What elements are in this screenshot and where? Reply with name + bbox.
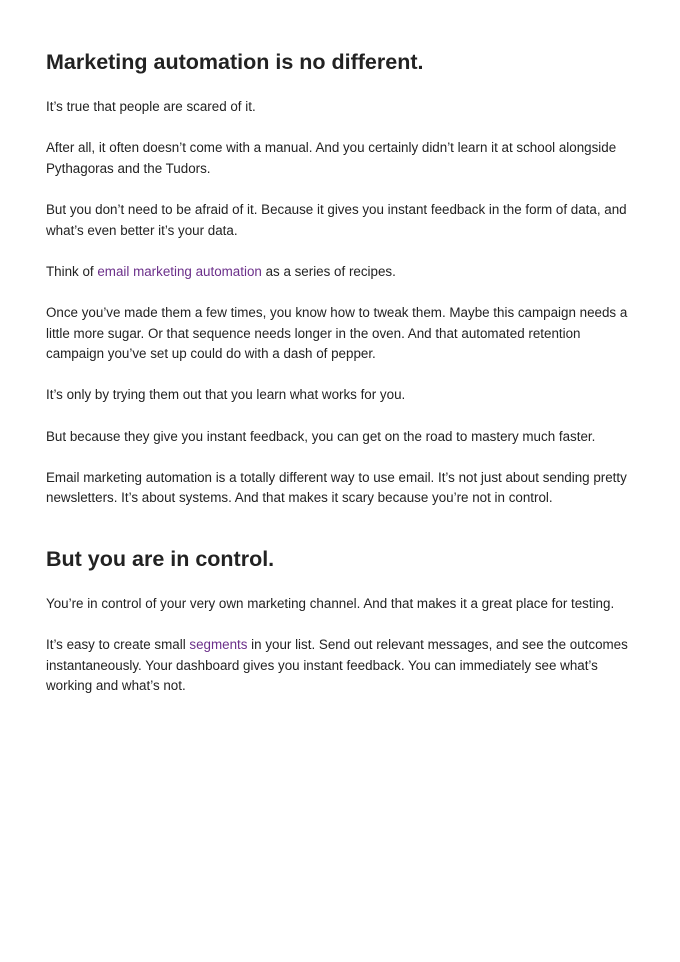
paragraph-scared: It’s true that people are scared of it. (46, 99, 256, 114)
paragraph-manual: After all, it often doesn’t come with a manual. And you certainly didn’t learn it at school alongside Pythagoras and the Tudors. (46, 140, 617, 176)
paragraph-mastery: But because they give you instant feedback, you can get on the road to mastery much faster. (46, 428, 596, 444)
text-fragment: in your list. Send out relevant messages, and see the outcomes instantaneously. Your dashboard gives you instant feedback. You can immediately see what’s working and what’s not. (46, 637, 628, 694)
text-fragment: as a series of recipes. (261, 263, 396, 279)
paragraph-feedback-data: But you don’t need to be afraid of it. Because it gives you instant feedback in the form of data, and what’s even better it’s your data. (46, 201, 627, 238)
paragraph-systems: Email marketing automation is a totally different way to use email. It’s not just about sending pretty newsletters. It’s about systems. And that makes it scary because you’re not in control. (46, 469, 627, 506)
paragraph-trying: It’s only by trying them out that you learn what works for you. (46, 387, 406, 403)
paragraph-recipes (46, 262, 640, 283)
text-fragment: Think of (46, 263, 98, 279)
paragraph-tweak: Once you’ve made them a few times, you know how to tweak them. Maybe this campaign needs a little more sugar. Or that sequence needs longer in the oven. And that automated retention campaign you’ve set up could do with a dash of pepper. (46, 304, 628, 362)
text-fragment: It’s easy to create small (46, 637, 190, 653)
segments-link[interactable]: segments (189, 637, 248, 653)
paragraph-own-channel: You’re in control of your very own marketing channel. And that makes it a great place for testing. (46, 595, 615, 611)
section-heading-in-control: But you are in control. (46, 546, 275, 571)
paragraph-segments (46, 635, 640, 697)
email-marketing-automation-link[interactable]: email marketing automation (97, 263, 262, 279)
section-heading-marketing-automation: Marketing automation is no different. (46, 50, 424, 74)
